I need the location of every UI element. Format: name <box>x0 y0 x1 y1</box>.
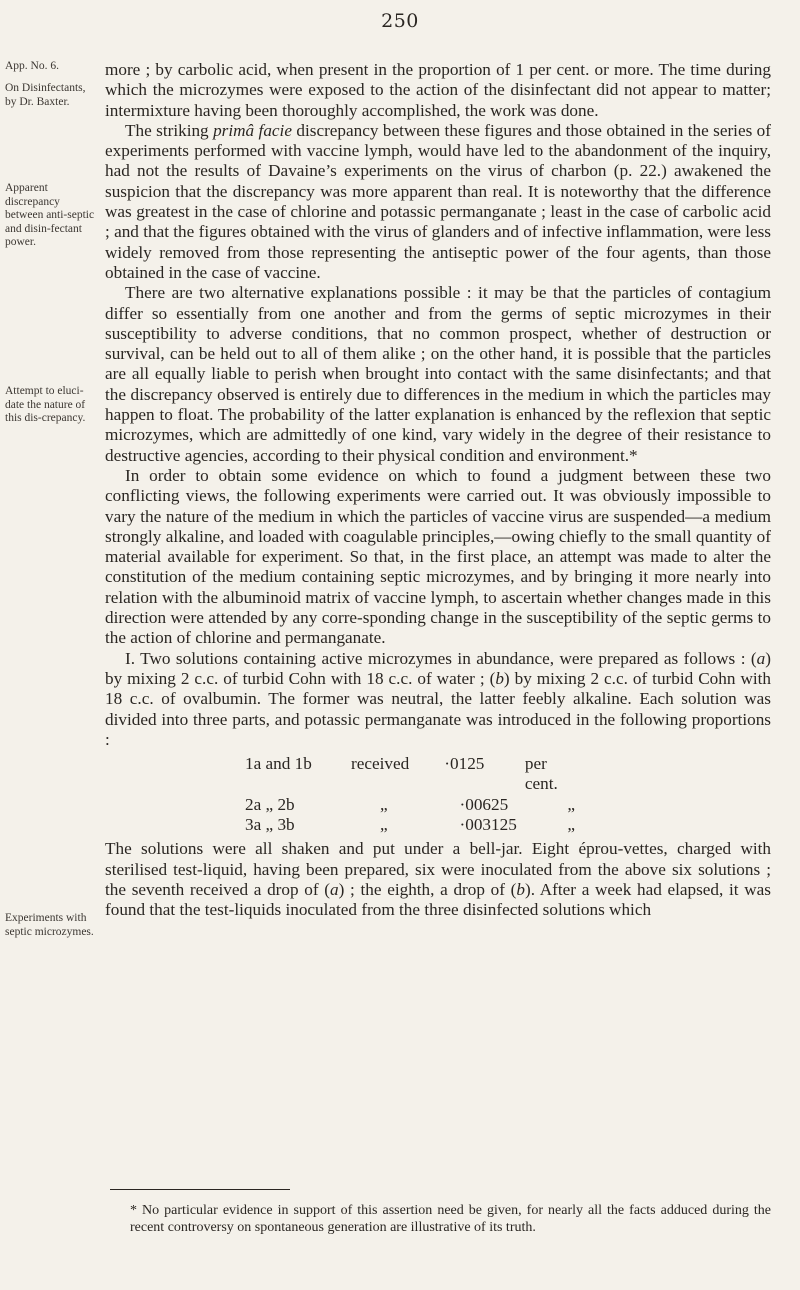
paragraph: The striking primâ facie discrepancy between these figures and those obtained in the series of experiments performed with vaccine lymph, would have led to the abandonment of the inquiry, had not the results of Davaine’s experiments on the virus of charbon (p. 22.) awakened the suspicion that the discrepancy was more apparent than real. It is noteworthy that the difference was greatest in the case of chlorine and potassic permanganate ; least in the case of carbolic acid ; and that the figures obtained with the virus of glanders and of infective inflammation, were less widely removed from those representing the antiseptic power of the four agents, than those obtained in the case of vaccine. <box>105 120 771 282</box>
sidenote-appendix: App. No. 6. <box>5 60 59 72</box>
table-row: 2a „ 2b „ ·00625 „ <box>245 794 575 814</box>
main-text <box>105 60 771 920</box>
proportion-table <box>245 754 575 835</box>
page-number: 250 <box>381 10 419 32</box>
paragraph: more ; by carbolic acid, when present in the proportion of 1 per cent. or more. The time during which the microzymes were exposed to the action of the disinfectant did not appear to matter; intermixture having been thoroughly accomplished, the work was done. <box>105 60 771 120</box>
footnote-divider <box>110 1189 290 1190</box>
paragraph: In order to obtain some evidence on which to found a judgment between these two conflicting views, the following experiments were carried out. It was obviously impossible to vary the nature of the medium in which the particles of vaccine virus are suspended—a medium strongly alkaline, and loaded with coagulable principles,—owing chiefly to the small quantity of material available for experiment. So that, in the first place, an attempt was made to alter the constitution of the medium containing septic microzymes, and by bringing it more nearly into relation with the albuminoid matrix of vaccine lymph, to ascertain whether changes made in this direction were attended by any corre-sponding change in the susceptibility of the septic germs to the action of chlorine and permanganate. <box>105 465 771 648</box>
paragraph: I. Two solutions containing active microzymes in abundance, were prepared as follows : (a) by mixing 2 c.c. of turbid Cohn with 18 c.c. of water ; (b) by mixing 2 c.c. of turbid Cohn with 18 c.c. of ovalbumin. The former was neutral, the latter feebly alkaline. Each solution was divided into three parts, and potassic permanganate was introduced in the following proportions : <box>105 648 772 749</box>
paragraph: There are two alternative explanations possible : it may be that the particles of contagium differ so essentially from one another and from the germs of septic microzymes in their susceptibility to adverse conditions, that no common prospect, whether of destruction or survival, can be held out to all of them alike ; on the other hand, it is possible that the particles are all equally liable to perish when brought into contact with the same disinfectants; and that the discrepancy observed is entirely due to differences in the medium in which the particles may happen to float. The probability of the latter explanation is enhanced by the reflexion that septic microzymes, which are admittedly of one kind, vary widely in the degree of their resistance to destructive agencies, according to their physical condition and environment.* <box>105 283 771 465</box>
paragraph: The solutions were all shaken and put under a bell-jar. Eight éprou-vettes, charged with sterilised test-liquid, having been prepared, six were inoculated from the above six solutions ; the seventh received a drop of (a) ; the eighth, a drop of (b). After a week had elapsed, it was found that the test-liquids inoculated from the three disinfected solutions which <box>105 839 771 920</box>
footnote: * No particular evidence in support of this assertion need be given, for nearly all the facts adduced during the recent controversy on spontaneous generation are illustrative of its truth. <box>130 1203 771 1235</box>
table-row: 1a and 1b received ·0125 per cent. <box>245 754 558 794</box>
sidenote-apparent-discrepancy: Apparent discrepancy between anti-septic and disin-fectant power. <box>5 182 95 248</box>
sidenote-experiments: Experiments with septic microzymes. <box>5 912 94 938</box>
sidenote-attempt-elucidate: Attempt to eluci-date the nature of this dis-crepancy. <box>5 385 86 424</box>
sidenote-running-title: On Disinfectants, by Dr. Baxter. <box>5 82 86 108</box>
table-row: 3a „ 3b „ ·003125 „ <box>245 814 575 834</box>
